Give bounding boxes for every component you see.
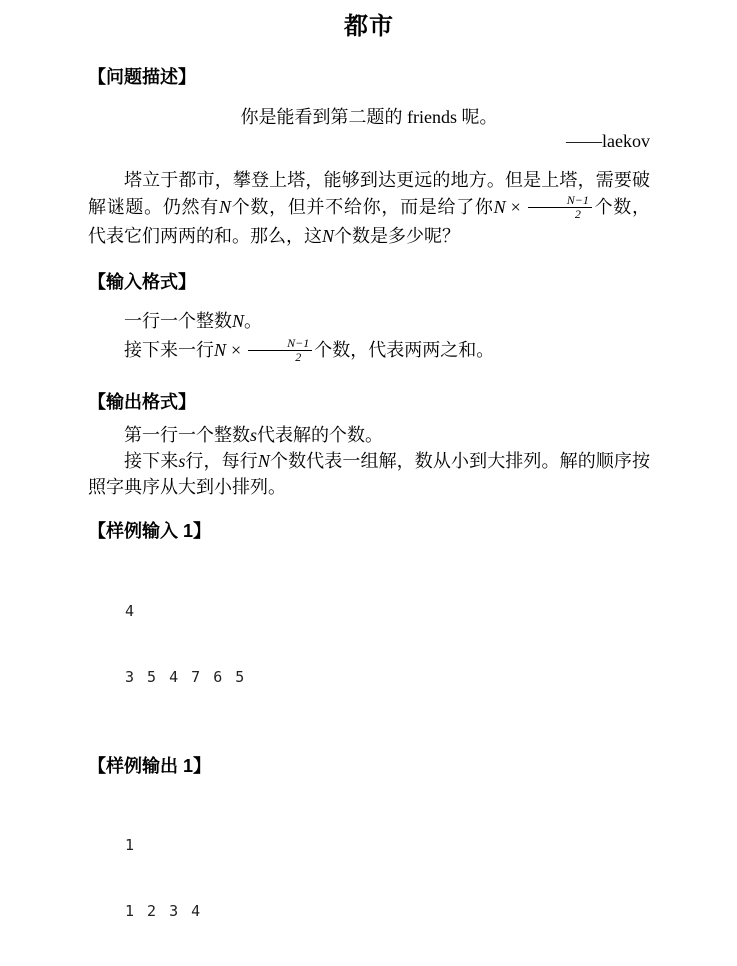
sample-input-code-block (125, 556, 650, 732)
input-format-line-1 (88, 307, 650, 336)
input-text-seg2: 个数，代表两两之和。 (314, 339, 495, 360)
output-text-seg3: 个数代表一组解，数从小到大排列。解的顺序按照字典序从大到小排列。 (88, 451, 651, 498)
math-fraction (248, 337, 312, 364)
epigraph-quote: 你是能看到第二题的 friends 呢。 (240, 107, 498, 127)
math-var-n: N (218, 197, 231, 217)
math-times-sign: × (510, 197, 521, 217)
math-var-n: N (257, 451, 270, 472)
math-times-sign: × (231, 339, 242, 360)
problem-statement-paragraph (88, 167, 650, 250)
problem-text-seg2: 个数，但并不给你，而是给了你 (230, 197, 494, 217)
input-text-seg1: 接下来一行 (124, 339, 214, 360)
sample-output-code-block (125, 790, 650, 966)
sample-input-line-1: 4 (125, 602, 137, 621)
problem-text-seg1: 塔立于都市，攀登上塔，能够到达更远的地方。但是上塔，需要破解谜题。仍然有 (88, 170, 650, 217)
math-var-n: N (214, 339, 227, 360)
page-title: 都市 (344, 13, 394, 40)
math-var-s: s (250, 425, 258, 446)
output-text-seg2: 行，每行 (185, 451, 258, 472)
sample-output-line-1: 1 (125, 836, 137, 855)
fraction-denominator: 2 (248, 350, 312, 364)
math-fraction (528, 194, 592, 221)
input-text-seg1: 一行一个整数 (124, 310, 232, 331)
math-var-n: N (232, 310, 245, 331)
output-format-line-2 (88, 448, 650, 500)
section-heading-output-format: 【输出格式】 (88, 392, 196, 413)
problem-text-seg4: 个数是多少呢？ (334, 225, 461, 246)
output-text-seg1: 第一行一个整数 (124, 425, 250, 446)
problem-text-seg3: 个数，代表它们两两的和。那么，这 (88, 197, 651, 246)
output-text-seg2: 代表解的个数。 (257, 425, 384, 446)
math-var-s: s (178, 451, 186, 472)
output-format-line-1 (88, 422, 650, 448)
input-format-line-2 (88, 336, 650, 366)
section-heading-sample-input-1: 【样例输入 1】 (88, 521, 212, 542)
math-var-n: N (322, 225, 335, 246)
section-heading-problem-description: 【问题描述】 (88, 67, 196, 87)
section-heading-input-format: 【输入格式】 (88, 271, 196, 292)
section-heading-sample-output-1: 【样例输出 1】 (88, 756, 212, 777)
fraction-numerator: N−1 (566, 193, 589, 208)
output-text-seg1: 接下来 (124, 451, 179, 472)
fraction-numerator: N−1 (287, 335, 310, 350)
fraction-denominator: 2 (528, 207, 592, 221)
sample-output-line-2: 1 2 3 4 (125, 902, 203, 921)
math-var-n: N (493, 197, 506, 217)
sample-input-line-2: 3 5 4 7 6 5 (125, 668, 247, 687)
input-text-seg2: 。 (244, 310, 263, 331)
epigraph-attribution: ——laekov (566, 131, 650, 151)
